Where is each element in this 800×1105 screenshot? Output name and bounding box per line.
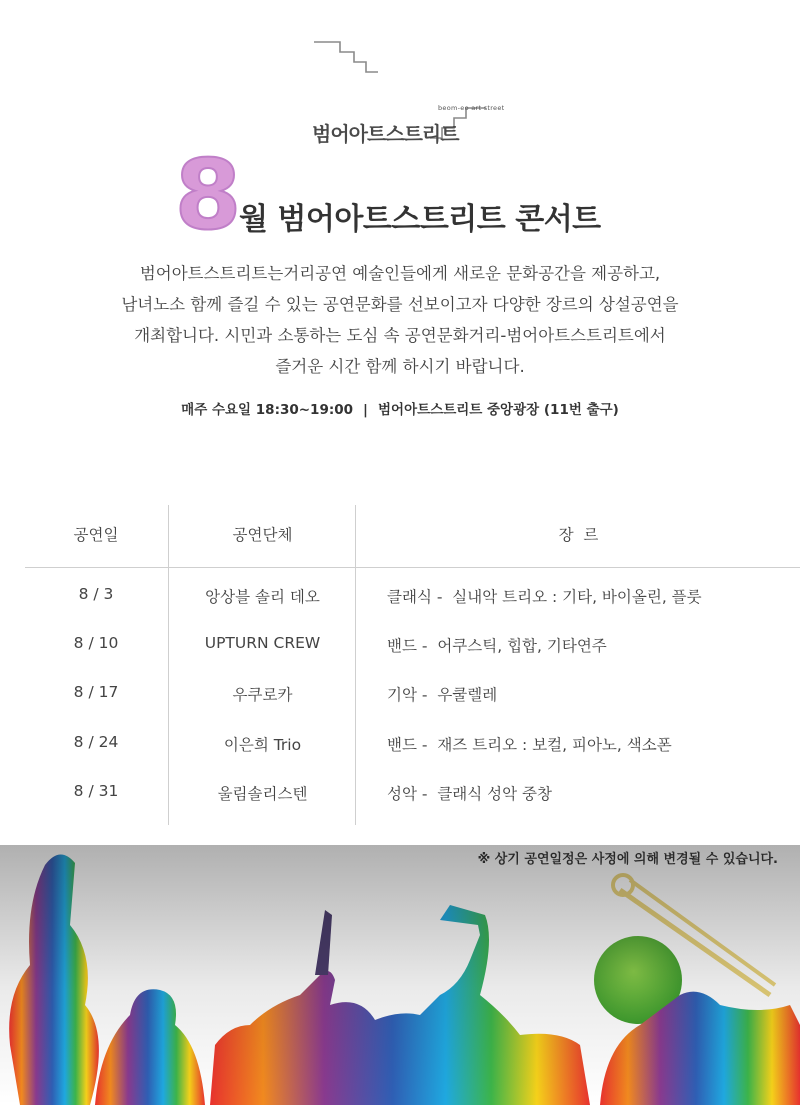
header-group: 공연단체 xyxy=(232,526,293,544)
cell-genre: 클래식 - 실내악 트리오 : 기타, 바이올린, 플룻 xyxy=(387,588,702,606)
cell-genre: 기악 - 우쿨렐레 xyxy=(387,686,498,704)
intro-line: 즐거운 시간 함께 하시기 바랍니다. xyxy=(275,357,525,376)
header-date: 공연일 xyxy=(73,526,119,544)
table-row xyxy=(25,683,800,731)
cell-genre: 밴드 - 재즈 트리오 : 보컬, 피아노, 색소폰 xyxy=(387,736,672,754)
cell-group: UPTURN CREW xyxy=(204,634,321,652)
page-title: 월 범어아트스트리트 콘서트 xyxy=(239,202,601,237)
cell-date: 8 / 10 xyxy=(73,634,119,652)
schedule-separator: | xyxy=(363,402,368,418)
cell-date: 8 / 3 xyxy=(78,585,114,603)
schedule-table xyxy=(25,505,800,825)
table-row xyxy=(25,782,800,830)
intro-line: 남녀노소 함께 즐길 수 있는 공연문화를 선보이고자 다양한 장르의 상설공연을 xyxy=(121,295,679,314)
cell-date: 8 / 31 xyxy=(73,782,119,800)
schedule-when: 매주 수요일 18:30~19:00 xyxy=(181,402,354,418)
schedule-change-note: ※ 상기 공연일정은 사정에 의해 변경될 수 있습니다. xyxy=(477,852,778,867)
table-row xyxy=(25,733,800,781)
logo-korean: 범어아트스트리트 xyxy=(312,122,459,146)
intro-line: 범어아트스트리트는거리공연 예술인들에게 새로운 문화공간을 제공하고, xyxy=(139,264,661,283)
silhouette-group xyxy=(0,845,800,1105)
intro-line: 개최합니다. 시민과 소통하는 도심 속 공연문화거리-범어아트스트리트에서 xyxy=(134,326,666,345)
cell-genre: 밴드 - 어쿠스틱, 힙합, 기타연주 xyxy=(387,637,607,655)
intro-text xyxy=(60,258,740,382)
cell-group: 울림솔리스텐 xyxy=(217,785,308,803)
table-row xyxy=(25,634,800,682)
orchestra-silhouette-illustration xyxy=(0,845,800,1105)
cell-group: 우쿠로카 xyxy=(232,686,293,704)
cell-group: 이은희 Trio xyxy=(223,736,302,754)
schedule-where: 범어아트스트리트 중앙광장 (11번 출구) xyxy=(377,402,619,418)
cell-date: 8 / 17 xyxy=(73,683,119,701)
logo xyxy=(310,40,505,146)
month-number-text: 8 xyxy=(175,150,242,240)
table-row xyxy=(25,585,800,633)
header-genre: 장 르 xyxy=(558,526,599,544)
cell-date: 8 / 24 xyxy=(73,733,119,751)
logo-english: beom-eo art street xyxy=(438,104,505,112)
title-row xyxy=(175,150,645,240)
schedule-info xyxy=(60,398,740,418)
header-divider xyxy=(25,567,800,568)
cell-group: 앙상블 솔리 데오 xyxy=(205,588,320,606)
cell-genre: 성악 - 클래식 성악 중창 xyxy=(387,785,552,803)
month-number xyxy=(175,150,245,240)
